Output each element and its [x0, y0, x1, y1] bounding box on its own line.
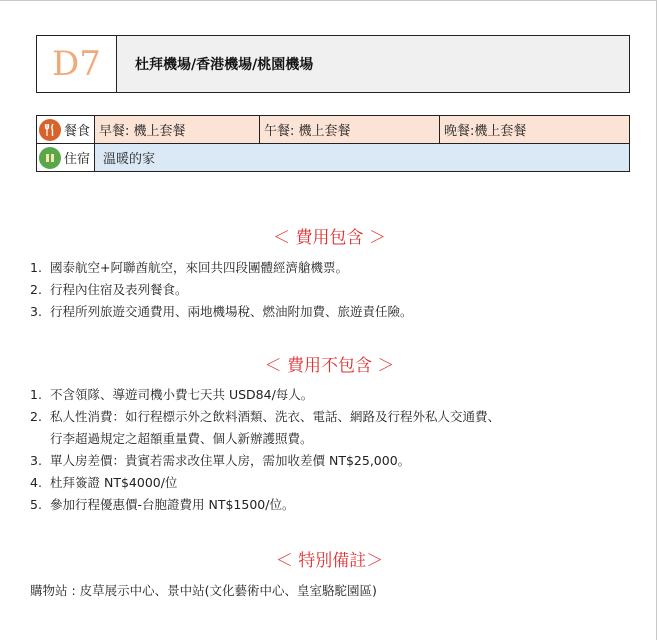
dinner-cell: 晚餐:機上套餐: [440, 116, 630, 144]
list-item-continuation: 行李超過規定之超額重量費、個人新辦護照費。: [50, 431, 313, 446]
day-header: [36, 35, 630, 93]
stay-label-cell: [37, 144, 95, 172]
list-item: 1. 不含領隊、導遊司機小費七天共 USD84/每人。: [30, 387, 314, 402]
remarks-title: ＜ 特別備註＞: [275, 551, 384, 571]
list-item: 3. 行程所列旅遊交通費用、兩地機場稅、燃油附加費、旅遊責任險。: [30, 304, 413, 319]
meal-label: 餐食: [64, 124, 91, 139]
meal-label-cell: [37, 116, 95, 144]
meal-stay-table: [36, 115, 630, 172]
list-item: 2. 行程內住宿及表列餐食。: [30, 282, 188, 297]
fork-knife-icon: [39, 119, 61, 141]
list-item: 4. 杜拜簽證 NT$4000/位: [30, 475, 178, 490]
excluded-list: [24, 384, 500, 516]
bed-icon: [39, 147, 61, 169]
meal-row: [37, 116, 630, 144]
lunch-cell: 午餐: 機上套餐: [260, 116, 440, 144]
shopping-note: 購物站 : 皮草展示中心、景中站(文化藝術中心、皇室駱駝園區): [30, 583, 377, 598]
included-title: ＜ 費用包含 ＞: [273, 228, 386, 248]
list-item: 3. 單人房差價：貴賓若需求改住單人房，需加收差價 NT$25,000。: [30, 453, 411, 468]
breakfast-cell: 早餐: 機上套餐: [95, 116, 260, 144]
list-item: 5. 參加行程優惠價-台胞證費用 NT$1500/位。: [30, 497, 295, 512]
stay-value: 溫暖的家: [95, 144, 630, 172]
list-item: 1. 國泰航空+阿聯酋航空，來回共四段團體經濟艙機票。: [30, 260, 348, 275]
stay-label: 住宿: [64, 152, 91, 167]
stay-row: [37, 144, 630, 172]
list-item: 2. 私人性消費：如行程標示外之飲料酒類、洗衣、電話、網路及行程外私人交通費、 行李超過規定之超額重量費、個人新辦護照費。: [24, 406, 500, 450]
included-list: [24, 257, 413, 323]
excluded-title: ＜ 費用不包含 ＞: [264, 356, 395, 376]
day-route-title: 杜拜機場/香港機場/桃園機場: [117, 36, 629, 92]
day-number: D7: [37, 36, 117, 92]
